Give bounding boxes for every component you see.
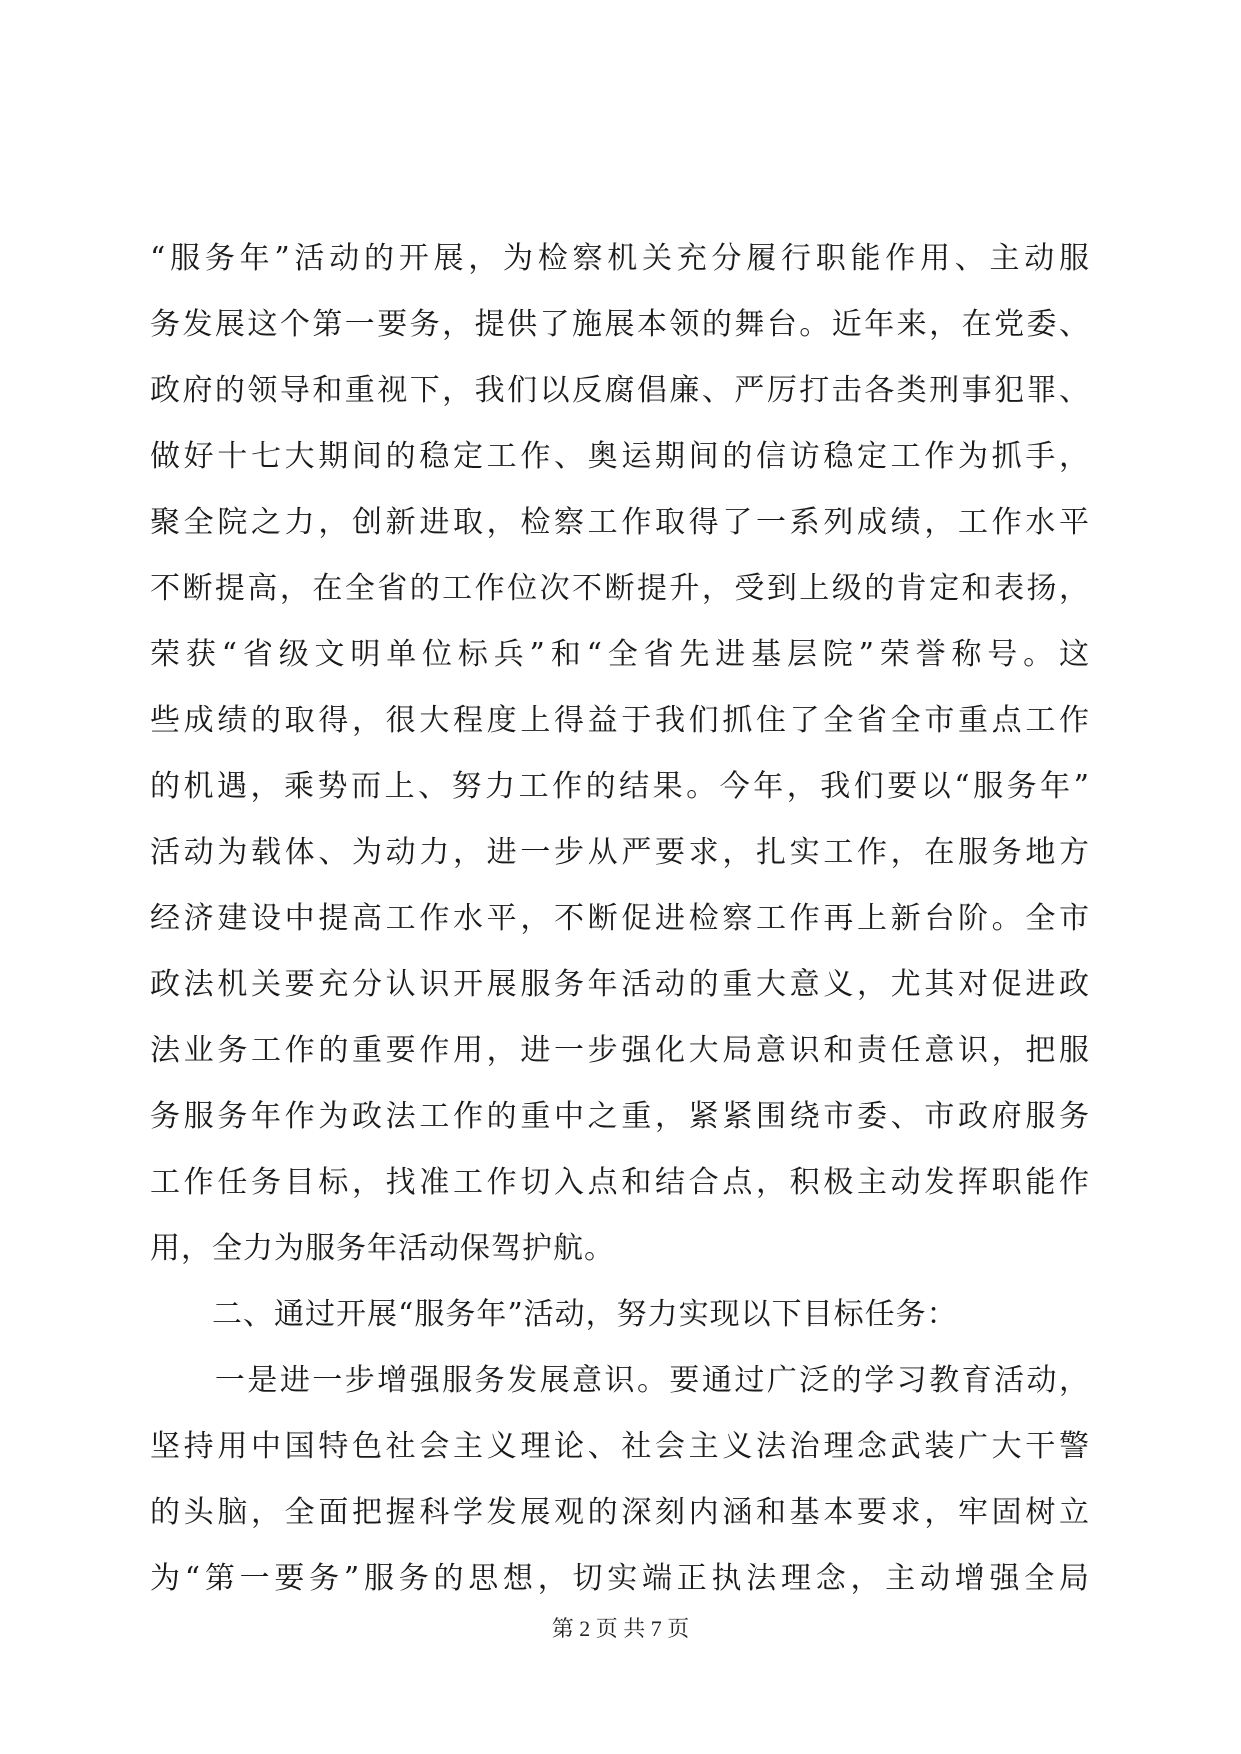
text-line: 工作任务目标，找准工作切入点和结合点，积极主动发挥职能作: [150, 1165, 1090, 1200]
text-line: 政法机关要充分认识开展服务年活动的重大意义，尤其对促进政: [150, 967, 1090, 1002]
text-line: 的机遇，乘势而上、努力工作的结果。今年，我们要以“服务年”: [150, 769, 1090, 804]
text-line: 政府的领导和重视下，我们以反腐倡廉、严厉打击各类刑事犯罪、: [150, 373, 1090, 408]
text-line: 经济建设中提高工作水平，不断促进检察工作再上新台阶。全市: [150, 901, 1090, 936]
text-line: 务发展这个第一要务，提供了施展本领的舞台。近年来，在党委、: [150, 307, 1090, 342]
text-line: 为“第一要务”服务的思想，切实端正执法理念，主动增强全局: [150, 1561, 1090, 1596]
text-line: 活动为载体、为动力，进一步从严要求，扎实工作，在服务地方: [150, 835, 1090, 870]
text-line: 聚全院之力，创新进取，检察工作取得了一系列成绩，工作水平: [150, 505, 1090, 540]
text-line: 一是进一步增强服务发展意识。要通过广泛的学习教育活动，: [150, 1363, 1090, 1398]
text-line: 不断提高，在全省的工作位次不断提升，受到上级的肯定和表扬，: [150, 571, 1090, 606]
text-line: 法业务工作的重要作用，进一步强化大局意识和责任意识，把服: [150, 1033, 1090, 1068]
section-heading: 二、通过开展“服务年”活动，努力实现以下目标任务：: [150, 1297, 958, 1332]
text-line: 荣获“省级文明单位标兵”和“全省先进基层院”荣誉称号。这: [150, 637, 1090, 672]
text-line: 的头脑，全面把握科学发展观的深刻内涵和基本要求，牢固树立: [150, 1495, 1090, 1530]
text-line: 用，全力为服务年活动保驾护航。: [150, 1231, 615, 1266]
text-line: 做好十七大期间的稳定工作、奥运期间的信访稳定工作为抓手，: [150, 439, 1090, 474]
text-line: 坚持用中国特色社会主义理论、社会主义法治理念武装广大干警: [150, 1429, 1090, 1464]
text-line: “服务年”活动的开展，为检察机关充分履行职能作用、主动服: [150, 241, 1090, 276]
text-line: 务服务年作为政法工作的重中之重，紧紧围绕市委、市政府服务: [150, 1099, 1090, 1134]
page-footer: 第 2 页 共 7 页: [551, 1616, 690, 1641]
text-line: 些成绩的取得，很大程度上得益于我们抓住了全省全市重点工作: [150, 703, 1090, 738]
document-body: [150, 226, 1090, 1612]
